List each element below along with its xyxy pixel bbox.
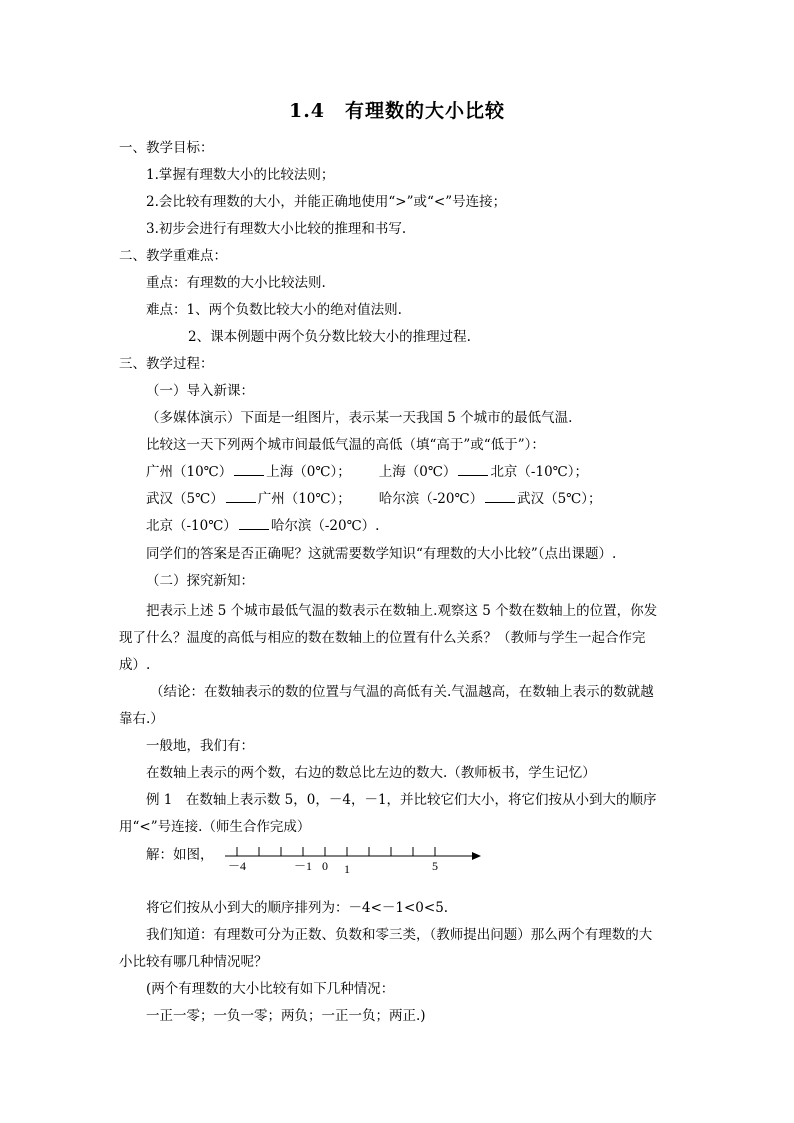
question-text: 同学们的答案是否正确呢？这就需要数学知识“有理数的大小比较”（点出课题）. [146,546,617,562]
row2-a: 武汉（5℃） [146,491,224,507]
rule-text: 在数轴上表示的两个数，右边的数总比左边的数大.（教师板书，学生记忆） [146,765,596,781]
goal-3: 3.初步会进行有理数大小比较的推理和书写. [146,221,407,237]
compare-prompt: 比较这一天下列两个城市间最低气温的高低（填“高于”或“低于”）： [146,437,545,453]
number-line [225,843,485,879]
answer-blank[interactable] [485,490,515,503]
goal-1: 1.掌握有理数大小的比较法则； [146,167,335,183]
difficult-point-2: 2、课本例题中两个负分数比较大小的推理过程. [188,329,471,345]
answer-blank[interactable] [239,517,269,530]
row1-a: 广州（10℃） [146,464,233,480]
goals-heading: 一、教学目标： [119,140,214,156]
compare-row-1 [146,463,588,481]
cases-line-1: (两个有理数的大小比较有如下几种情况： [146,981,395,997]
goal-2: 2.会比较有理数的大小，并能正确地使用“>”或“<”号连接； [146,194,507,210]
number-line-label: 5 [432,859,438,873]
know-line-2: 小比较有哪几种情况呢？ [119,954,268,970]
explore-paragraph-line-1: 把表示上述 5 个城市最低气温的数表示在数轴上.观察这 5 个数在数轴上的位置，你发 [146,603,658,619]
compare-row-2 [146,490,602,508]
row1-d: 北京（-10℃）； [490,464,589,480]
answer-blank[interactable] [234,463,264,476]
row1-c: 上海（0℃） [378,464,457,480]
intro-heading: （一）导入新课： [146,383,254,399]
number-line-label: 1 [344,862,350,875]
page-title: 1.4 有理数的大小比较 [288,100,506,122]
row3-b: 哈尔滨（-20℃）. [270,518,380,534]
compare-row-3 [146,517,379,535]
know-line-1: 我们知道：有理数可分为正数、负数和零三类，（教师提出问题）那么两个有理数的大 [146,927,653,943]
cases-line-2: 一正一零；一负一零；两负；一正一负；两正.) [146,1008,426,1024]
number-line-arrow-icon [472,852,481,860]
intro-text: （多媒体演示）下面是一组图片，表示某一天我国 5 个城市的最低气温. [146,410,573,426]
key-heading: 二、教学重难点： [119,248,227,264]
example-line-2: 用“<”号连接.（师生合作完成） [119,819,311,835]
row3-a: 北京（-10℃） [146,518,237,534]
key-point: 重点：有理数的大小比较法则. [146,275,326,291]
solution-label: 解：如图， [146,847,214,863]
example-line-1: 例 1 在数轴上表示数 5，0，－4，－1，并比较它们大小，将它们按从小到大的顺序 [146,792,657,808]
general-text: 一般地，我们有： [146,738,254,754]
row2-c: 哈尔滨（-20℃） [378,491,484,507]
answer-blank[interactable] [458,463,488,476]
number-line-label: －1 [293,859,313,873]
number-line-label: －4 [227,859,247,873]
explore-paragraph-line-3: 成）. [119,657,151,673]
conclusion-line-1: （结论：在数轴表示的数的位置与气温的高低有关.气温越高，在数轴上表示的数就越 [150,684,654,700]
order-text: 将它们按从小到大的顺序排列为：－4<－1<0<5. [146,900,449,916]
number-line-svg [225,843,485,875]
row2-d: 武汉（5℃）； [517,491,602,507]
conclusion-line-2: 靠右.） [119,711,164,727]
explore-heading: （二）探究新知： [146,573,254,589]
row1-b: 上海（0℃）； [266,464,351,480]
process-heading: 三、教学过程： [119,356,214,372]
number-line-label: 0 [322,859,328,873]
answer-blank[interactable] [226,490,256,503]
difficult-point-1: 难点：1、两个负数比较大小的绝对值法则. [146,302,402,318]
row2-b: 广州（10℃）； [257,491,351,507]
explore-paragraph-line-2: 现了什么？温度的高低与相应的数在数轴上的位置有什么关系？（教师与学生一起合作完 [119,630,646,646]
